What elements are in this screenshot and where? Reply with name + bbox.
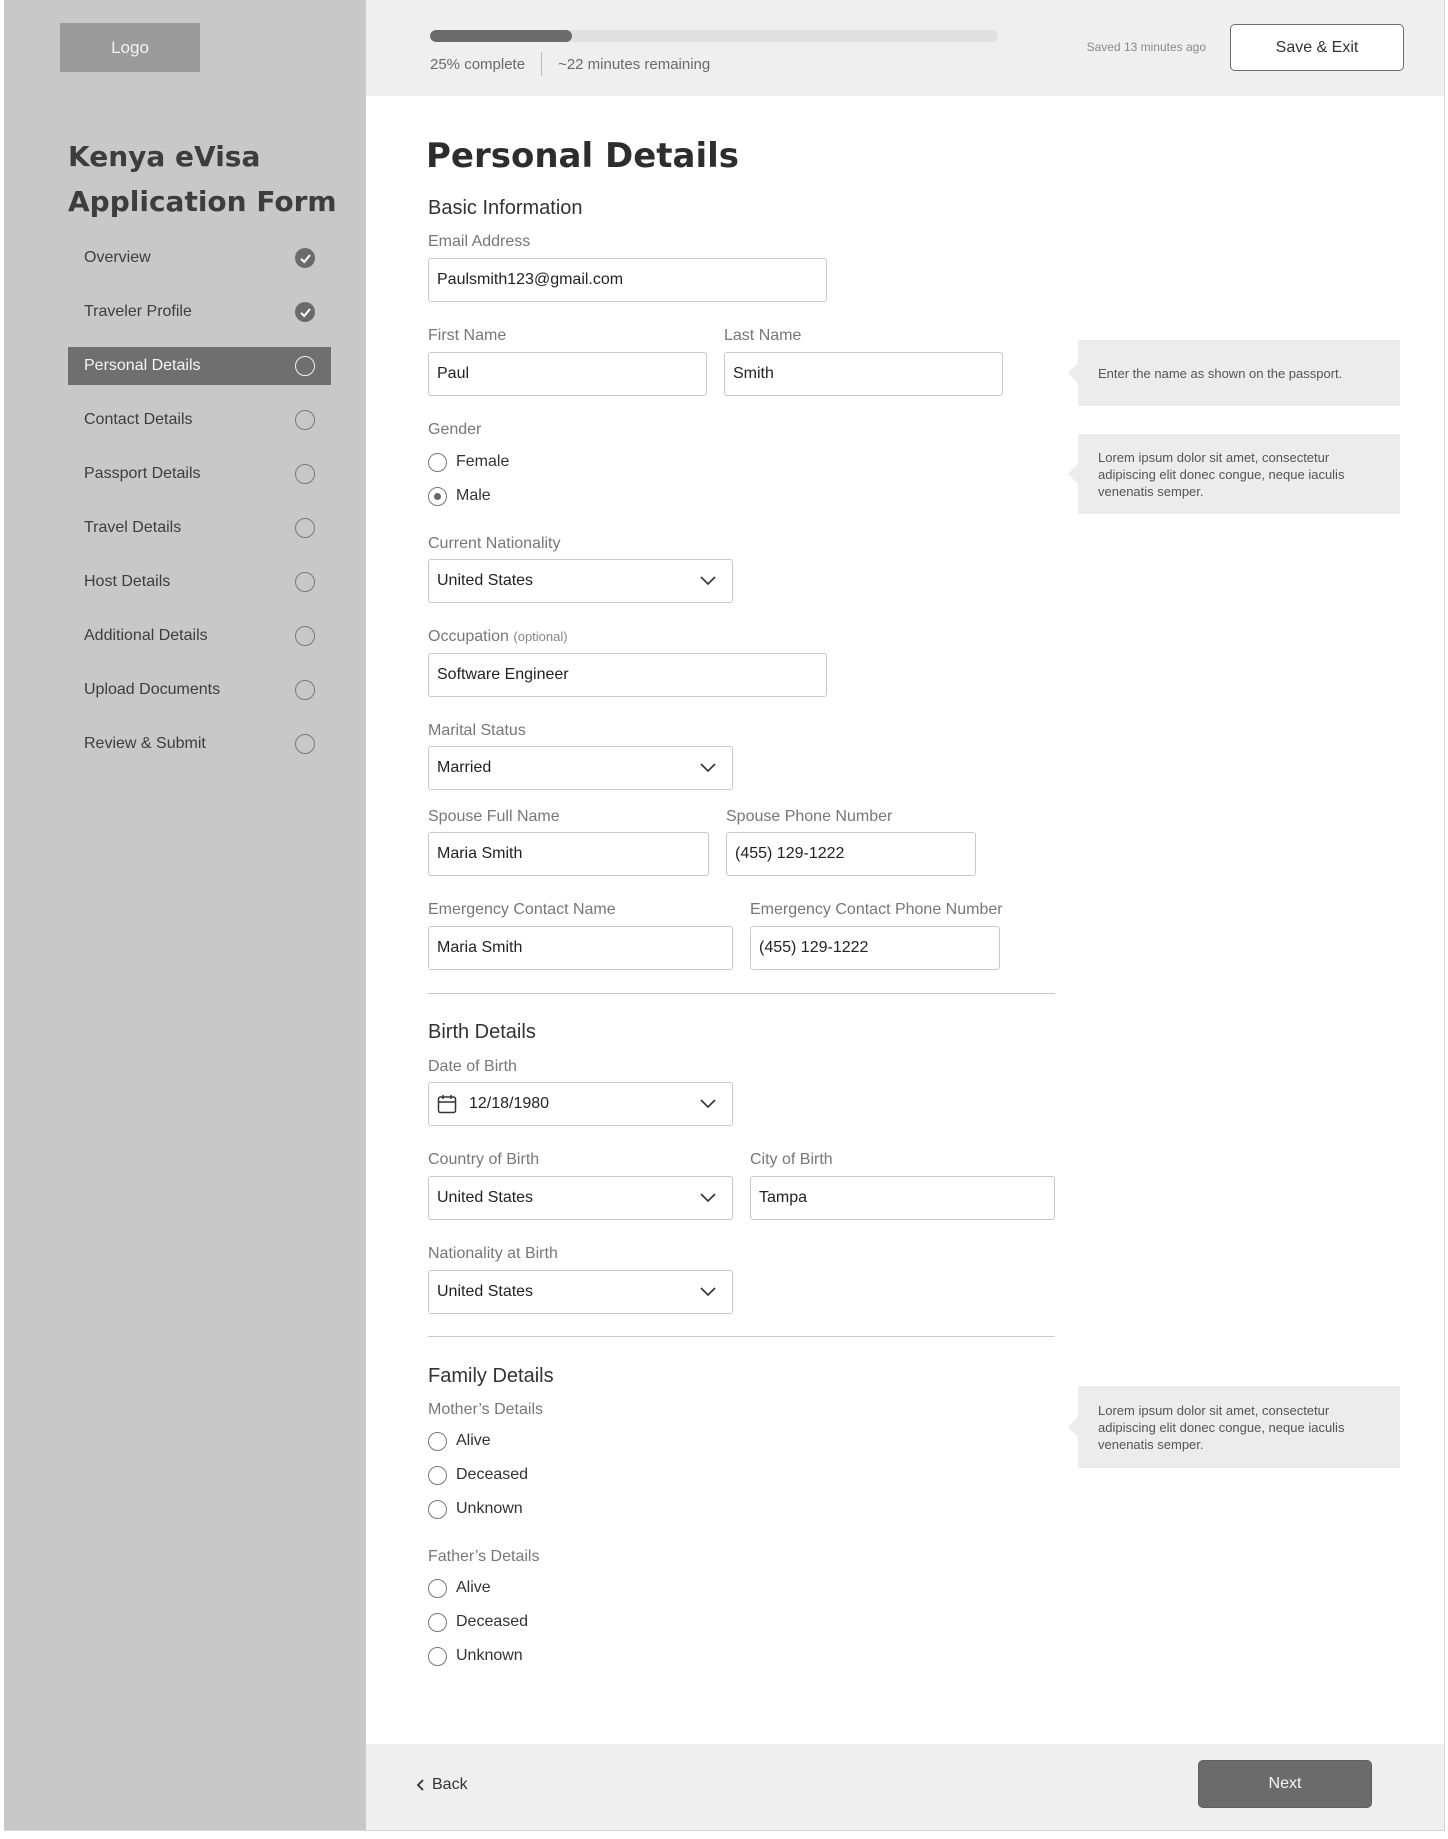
radio-label: Unknown xyxy=(456,1500,523,1517)
first-name-value: Paul xyxy=(437,365,470,382)
nationality-at-birth-select[interactable] xyxy=(428,1270,733,1314)
sidebar-item-label: Personal Details xyxy=(84,357,201,374)
marital-status-value: Married xyxy=(437,759,492,776)
radio-label: Deceased xyxy=(456,1613,529,1630)
radio-circle[interactable] xyxy=(428,1432,447,1451)
status-circle-icon xyxy=(295,464,315,484)
email-label: Email Address xyxy=(428,233,531,250)
radio-label: Female xyxy=(456,453,510,470)
radio-circle[interactable] xyxy=(428,1647,447,1666)
country-of-birth-select[interactable] xyxy=(428,1176,733,1220)
city-of-birth-field[interactable] xyxy=(750,1176,1055,1220)
top-bar xyxy=(366,0,1444,96)
mother-option-unknown[interactable] xyxy=(428,1497,528,1521)
first-name-field[interactable] xyxy=(428,352,707,396)
father-option-deceased[interactable] xyxy=(428,1610,528,1634)
spouse-name-field[interactable] xyxy=(428,832,709,876)
sidebar-item-label: Additional Details xyxy=(84,627,208,644)
chevron-down-icon xyxy=(700,576,716,586)
status-circle-icon xyxy=(295,410,315,430)
sidebar-item-label: Overview xyxy=(84,249,151,266)
section-title-birth: Birth Details xyxy=(428,1021,536,1043)
radio-circle[interactable] xyxy=(428,1466,447,1485)
emergency-phone-field[interactable] xyxy=(750,926,1000,970)
section-title-basic: Basic Information xyxy=(428,197,583,219)
sidebar-item-contact-details[interactable] xyxy=(68,401,331,439)
section-divider xyxy=(428,993,1055,994)
father-option-alive[interactable] xyxy=(428,1576,528,1600)
father-option-unknown[interactable] xyxy=(428,1644,528,1668)
sidebar-item-review-submit[interactable] xyxy=(68,725,331,763)
emergency-name-value: Maria Smith xyxy=(437,939,523,956)
status-circle-icon xyxy=(295,356,315,376)
chevron-down-icon xyxy=(700,1287,716,1297)
sidebar-item-passport-details[interactable] xyxy=(68,455,331,493)
gender-option-male[interactable] xyxy=(428,484,509,508)
sidebar-item-label: Contact Details xyxy=(84,411,193,428)
back-button[interactable] xyxy=(416,1776,468,1794)
sidebar-item-additional-details[interactable] xyxy=(68,617,331,655)
radio-label: Alive xyxy=(456,1579,491,1596)
sidebar-item-label: Passport Details xyxy=(84,465,201,482)
nationality-select[interactable] xyxy=(428,559,733,603)
spouse-phone-label: Spouse Phone Number xyxy=(726,808,893,825)
first-name-label: First Name xyxy=(428,327,507,344)
last-name-value: Smith xyxy=(733,365,774,382)
occupation-field[interactable] xyxy=(428,653,827,697)
marital-status-label: Marital Status xyxy=(428,722,526,739)
last-name-field[interactable] xyxy=(724,352,1003,396)
radio-label: Male xyxy=(456,487,491,504)
sidebar-item-overview[interactable] xyxy=(68,239,331,277)
country-of-birth-label: Country of Birth xyxy=(428,1151,540,1168)
dob-picker[interactable] xyxy=(428,1082,733,1126)
email-field[interactable] xyxy=(428,258,827,302)
status-circle-icon xyxy=(295,572,315,592)
footer-bar xyxy=(366,1744,1444,1830)
back-button-label: Back xyxy=(432,1776,468,1793)
mother-option-alive[interactable] xyxy=(428,1429,528,1453)
sidebar-item-personal-details[interactable] xyxy=(68,347,331,385)
logo: Logo xyxy=(60,23,200,72)
help-note-name: Enter the name as shown on the passport. xyxy=(1078,340,1400,406)
occupation-value: Software Engineer xyxy=(437,666,569,683)
chevron-down-icon xyxy=(700,1193,716,1203)
dob-value: 12/18/1980 xyxy=(469,1095,550,1112)
page-title: Personal Details xyxy=(426,136,740,176)
gender-radio-group xyxy=(428,450,509,508)
emergency-phone-value: (455) 129-1222 xyxy=(759,939,869,956)
radio-label: Deceased xyxy=(456,1466,529,1483)
radio-label: Unknown xyxy=(456,1647,523,1664)
sidebar-item-label: Upload Documents xyxy=(84,681,221,698)
radio-label: Alive xyxy=(456,1432,491,1449)
progress-text xyxy=(430,52,710,76)
occupation-label-text: Occupation xyxy=(428,628,509,645)
emergency-name-label: Emergency Contact Name xyxy=(428,901,616,918)
check-icon xyxy=(295,248,315,268)
optional-tag: (optional) xyxy=(513,629,568,644)
nationality-label: Current Nationality xyxy=(428,535,561,552)
mother-details-label: Mother’s Details xyxy=(428,1401,544,1418)
sidebar xyxy=(4,0,366,1830)
saved-status: Saved 13 minutes ago xyxy=(1086,40,1206,54)
gender-option-female[interactable] xyxy=(428,450,509,474)
radio-circle[interactable] xyxy=(428,453,447,472)
sidebar-item-traveler-profile[interactable] xyxy=(68,293,331,331)
sidebar-nav xyxy=(68,239,331,779)
nationality-value: United States xyxy=(437,572,534,589)
radio-circle-selected[interactable] xyxy=(428,487,447,506)
spouse-phone-value: (455) 129-1222 xyxy=(735,845,845,862)
gender-label: Gender xyxy=(428,421,482,438)
last-name-label: Last Name xyxy=(724,327,802,344)
calendar-icon xyxy=(437,1094,457,1114)
sidebar-item-host-details[interactable] xyxy=(68,563,331,601)
radio-circle[interactable] xyxy=(428,1500,447,1519)
nationality-at-birth-label: Nationality at Birth xyxy=(428,1245,558,1262)
progress-bar-fill xyxy=(430,30,572,42)
father-radio-group xyxy=(428,1576,528,1668)
next-button[interactable]: Next xyxy=(1198,1760,1372,1808)
chevron-down-icon xyxy=(700,1099,716,1109)
email-value: Paulsmith123@gmail.com xyxy=(437,271,624,288)
status-circle-icon xyxy=(295,734,315,754)
marital-status-select[interactable] xyxy=(428,746,733,790)
occupation-label xyxy=(428,628,568,646)
emergency-name-field[interactable] xyxy=(428,926,733,970)
progress-remaining-text: ~22 minutes remaining xyxy=(558,55,711,73)
mother-radio-group xyxy=(428,1429,528,1521)
progress-complete-text: 25% complete xyxy=(430,55,526,73)
status-circle-icon xyxy=(295,518,315,538)
app-title: Kenya eVisa Application Form xyxy=(68,140,337,218)
progress-bar xyxy=(430,30,998,42)
status-circle-icon xyxy=(295,626,315,646)
nationality-at-birth-value: United States xyxy=(437,1283,534,1300)
main-content xyxy=(366,96,1444,1744)
help-note-gender: Lorem ipsum dolor sit amet, consectetur adipiscing elit donec congue, neque iaculis venenatis semper. xyxy=(1078,434,1400,514)
status-circle-icon xyxy=(295,680,315,700)
sidebar-item-label: Travel Details xyxy=(84,519,182,536)
save-exit-button[interactable]: Save & Exit xyxy=(1230,24,1404,71)
help-note-family: Lorem ipsum dolor sit amet, consectetur adipiscing elit donec congue, neque iaculis venenatis semper. xyxy=(1078,1386,1400,1468)
progress-divider xyxy=(541,52,542,76)
father-details-label: Father’s Details xyxy=(428,1548,540,1565)
spouse-phone-field[interactable] xyxy=(726,832,976,876)
sidebar-item-label: Review & Submit xyxy=(84,735,206,752)
section-divider xyxy=(428,1336,1055,1337)
sidebar-item-travel-details[interactable] xyxy=(68,509,331,547)
spouse-name-label: Spouse Full Name xyxy=(428,808,560,825)
sidebar-item-label: Host Details xyxy=(84,573,171,590)
spouse-name-value: Maria Smith xyxy=(437,845,523,862)
radio-circle[interactable] xyxy=(428,1613,447,1632)
sidebar-item-label: Traveler Profile xyxy=(84,303,192,320)
check-icon xyxy=(295,302,315,322)
mother-option-deceased[interactable] xyxy=(428,1463,528,1487)
emergency-phone-label: Emergency Contact Phone Number xyxy=(750,901,1003,918)
radio-circle[interactable] xyxy=(428,1579,447,1598)
dob-label: Date of Birth xyxy=(428,1058,517,1075)
sidebar-item-upload-documents[interactable] xyxy=(68,671,331,709)
chevron-left-icon xyxy=(416,1779,425,1791)
section-title-family: Family Details xyxy=(428,1365,554,1387)
country-of-birth-value: United States xyxy=(437,1189,534,1206)
city-of-birth-value: Tampa xyxy=(759,1189,808,1206)
city-of-birth-label: City of Birth xyxy=(750,1151,833,1168)
chevron-down-icon xyxy=(700,763,716,773)
